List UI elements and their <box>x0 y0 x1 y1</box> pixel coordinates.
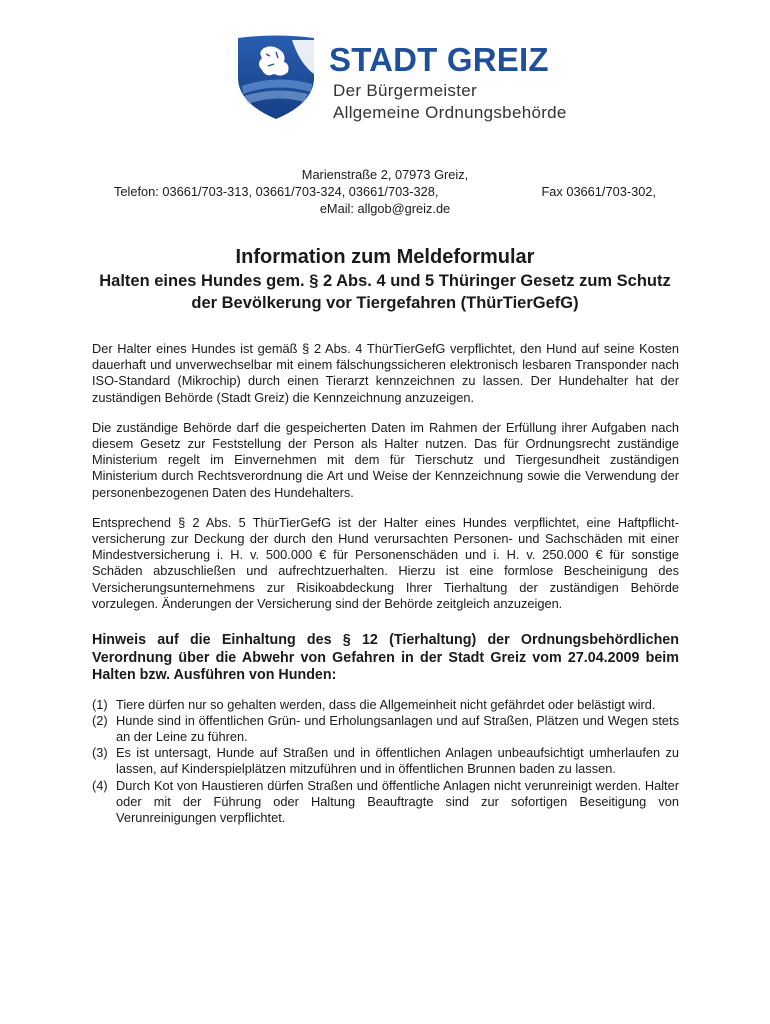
title-block <box>60 244 710 314</box>
mayor-line: Der Bürgermeister <box>333 81 477 100</box>
list-item-text: Durch Kot von Haustieren dürfen Straßen und öffentliche Anlagen nicht verunreinigt werden. Halter oder mit der Führung oder Haltung Beauftragte sind zur sofortigen Beseitigung von Verunreinigungen verpflichtet. <box>116 777 679 825</box>
rules-list <box>92 697 679 827</box>
city-crest-icon <box>236 34 316 120</box>
subtitle-line-2: der Bevölkerung vor Tiergefahren (ThürTierGefG) <box>191 294 579 312</box>
subtitle-line-1: Halten eines Hundes gem. § 2 Abs. 4 und 5 Thüringer Gesetz zum Schutz <box>99 272 671 290</box>
paragraph-marking: Der Halter eines Hundes ist gemäß § 2 Abs. 4 ThürTierGefG verpflichtet, den Hund auf seine Kosten dauerhaft und unverwechselbar mit einem fälschungssicheren elektronisch lesbaren Transponder nach ISO-Standard (Mikrochip) durch einen Tierarzt kennzeichnen zu lassen. Der Hundehalter hat der zuständigen Behörde (Stadt Greiz) die Kennzeichnung anzuzeigen. <box>92 341 679 405</box>
address-block <box>100 166 670 217</box>
contact-row <box>100 183 670 200</box>
list-item <box>92 778 679 827</box>
list-item-number: (2) <box>92 712 108 728</box>
list-item <box>92 745 679 777</box>
list-item-text: Es ist untersagt, Hunde auf Straßen und in öffentlichen Anlagen unbeaufsichtigt umherlaufen zu lassen, auf Kinderspielplätzen mitzuführen und in öffentlichen Brunnen baden zu lassen. <box>116 745 679 777</box>
phone-numbers: Telefon: 03661/703-313, 03661/703-324, 03661/703-328, <box>114 184 439 199</box>
list-item <box>92 713 679 745</box>
list-item-text: Tiere dürfen nur so gehalten werden, dass die Allgemeinheit nicht gefährdet oder belästigt wird. <box>116 696 656 712</box>
department-line: Allgemeine Ordnungsbehörde <box>333 103 567 122</box>
page-title: Information zum Meldeformular <box>235 246 535 268</box>
paragraph-insurance: Entsprechend § 2 Abs. 5 ThürTierGefG ist der Halter eines Hundes verpflichtet, eine Haftpflicht-versicherung zur Deckung der durch den Hund verursachten Personen- und Sachschäden mit einer Mindestversicherung i. H. v. 500.000 € für Personenschäden und i. H. v. 250.000 € für sonstige Schäden abzuschließen und aufrechtzuerhalten. Hierzu ist eine formlose Bescheinigung des Versicherungsunternehmens zur Risikoabdeckung Ihrer Tierhaltung der zuständigen Behörde vorzulegen. Änderungen der Versicherung sind der Behörde zeitgleich anzuzeigen. <box>92 514 679 611</box>
list-item-number: (4) <box>92 777 108 793</box>
email-address: eMail: allgob@greiz.de <box>319 201 451 216</box>
list-item-number: (3) <box>92 745 108 761</box>
list-item <box>92 697 679 713</box>
document-body <box>92 341 679 826</box>
notice-heading: Hinweis auf die Einhaltung des § 12 (Tierhaltung) der Ordnungsbehördlichen Verordnung über die Abwehr von Gefahren in der Stadt Greiz vom 27.04.2009 beim Halten bzw. Ausführen von Hunden: <box>92 632 679 684</box>
list-item-number: (1) <box>92 696 108 712</box>
street-address: Marienstraße 2, 07973 Greiz, <box>301 167 469 182</box>
city-name: STADT GREIZ <box>329 41 549 78</box>
list-item-text: Hunde sind in öffentlichen Grün- und Erholungsanlagen und auf Straßen, Plätzen und Wegen stets an der Leine zu führen. <box>116 712 679 744</box>
letterhead <box>329 40 567 124</box>
paragraph-data-use: Die zuständige Behörde darf die gespeicherten Daten im Rahmen der Erfüllung ihrer Aufgaben nach diesem Gesetz zur Feststellung der Person als Halter nutzen. Das für Ordnungsrecht zuständige Ministerium regelt im Einvernehmen mit dem für Tierschutz und Tiergesundheit zuständigen Ministerium durch Rechtsverordnung die Art und Weise der Kennzeichnung sowie die Verwendung der personenbezogenen Daten des Hundehalters. <box>92 419 679 500</box>
fax-number: Fax 03661/703-302, <box>541 184 656 199</box>
